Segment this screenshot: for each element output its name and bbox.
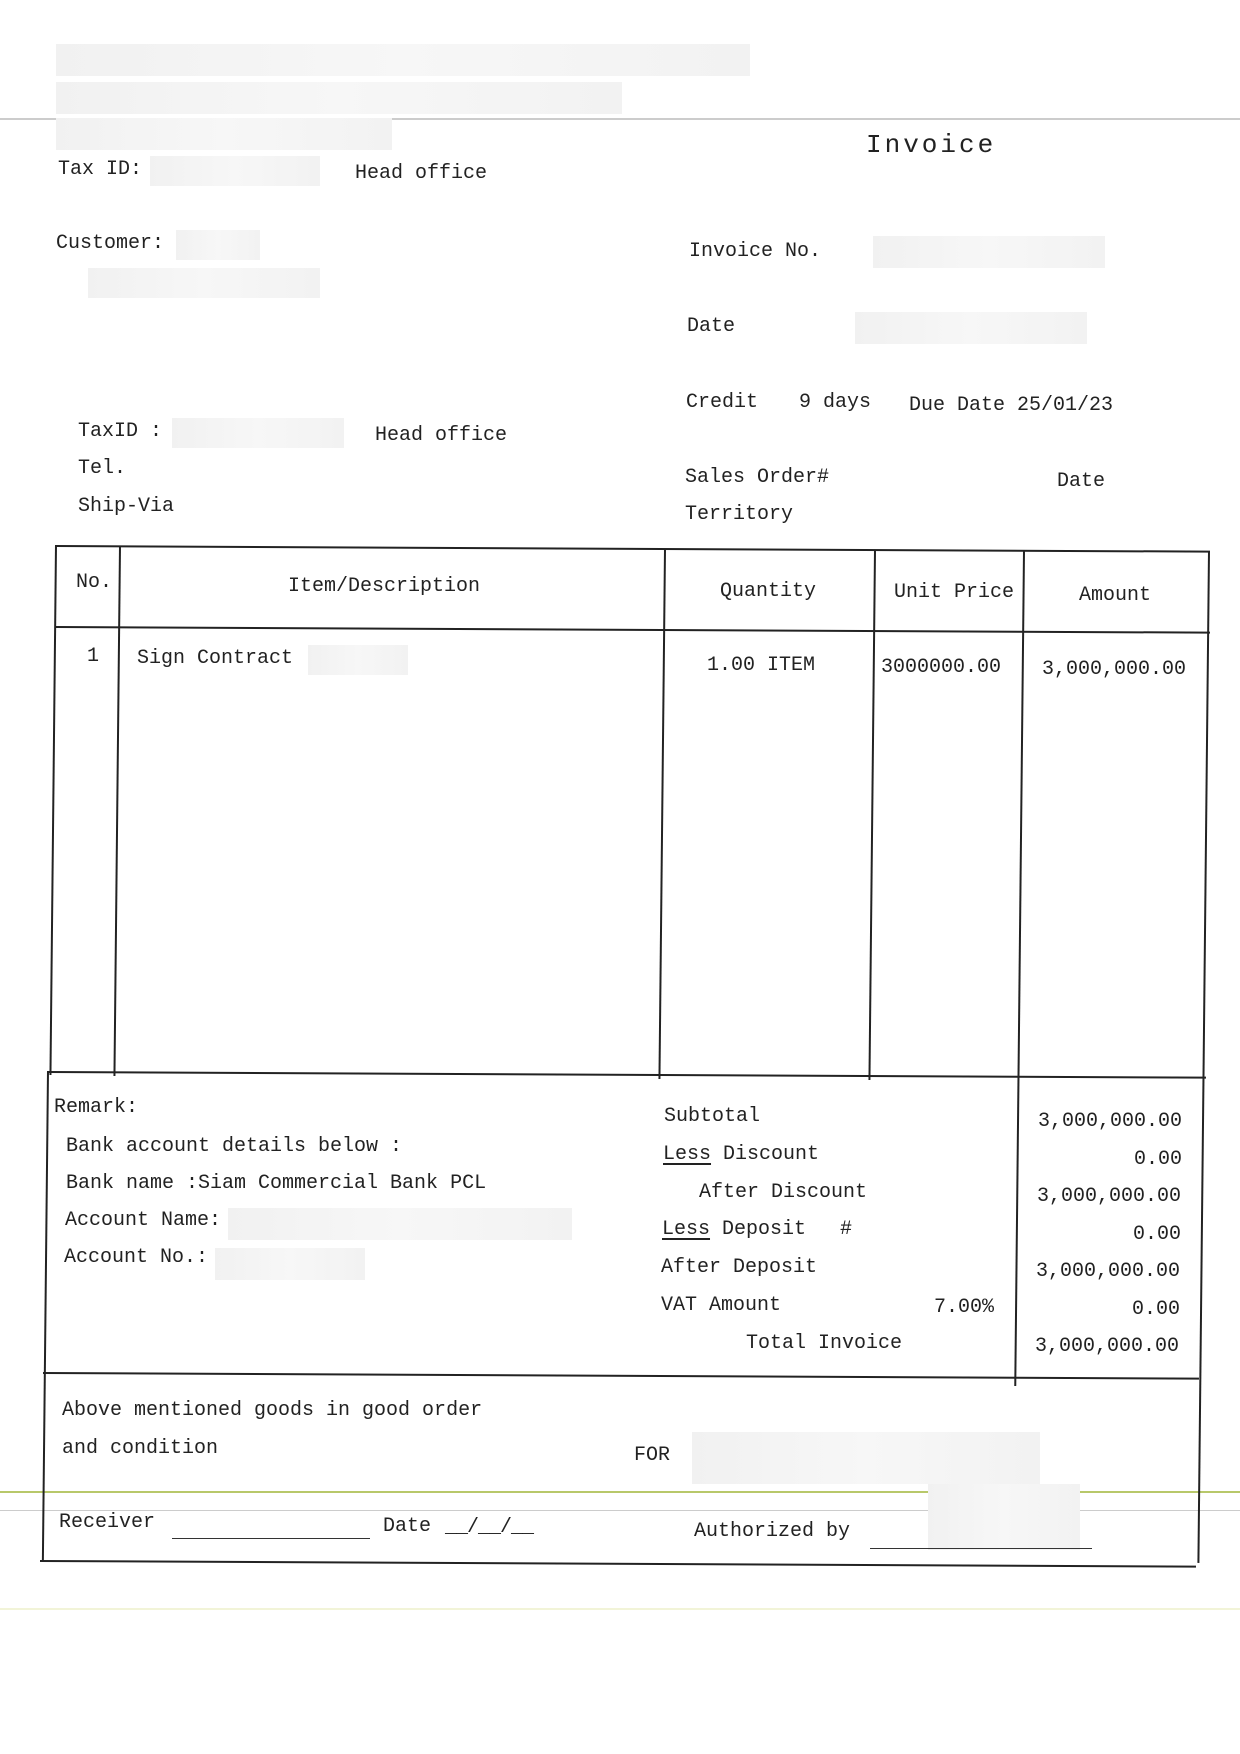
subtotal-value: 3,000,000.00: [1037, 1110, 1182, 1133]
customer-head-office: Head office: [375, 424, 508, 447]
credit-label: Credit: [686, 391, 759, 414]
document-title: Invoice: [866, 130, 997, 160]
total-invoice-label: Total Invoice: [746, 1332, 903, 1355]
redacted-customer-address: [88, 268, 320, 298]
after-deposit-label: After Deposit: [661, 1256, 818, 1279]
header-description: Item/Description: [288, 575, 481, 598]
discount-value: 0.00: [1133, 1148, 1182, 1171]
table-items-border: [48, 1071, 1206, 1079]
redacted-invoice-no: [873, 236, 1105, 268]
row-description: Sign Contract: [137, 647, 294, 670]
authorized-by-label: Authorized by: [694, 1520, 851, 1543]
subtotal-label: Subtotal: [664, 1105, 761, 1128]
remark-line: Bank account details below :: [66, 1135, 403, 1158]
redacted-company-name: [56, 44, 750, 76]
receiver-signature-line: [172, 1538, 370, 1539]
discount-label: Discount: [723, 1143, 820, 1166]
customer-label: Customer:: [56, 232, 165, 255]
redacted-customer-tax-id: [172, 418, 344, 448]
less-label: Less: [663, 1143, 712, 1166]
less-discount-label: [663, 1145, 819, 1165]
credit-value: 9 days: [799, 391, 872, 414]
redacted-customer-name: [176, 230, 260, 260]
remark-line: Account Name:: [65, 1209, 222, 1232]
deposit-value: 0.00: [1132, 1223, 1181, 1246]
ship-via-label: Ship-Via: [78, 495, 175, 518]
redacted-account-no: [215, 1248, 365, 1280]
territory-label: Territory: [685, 503, 794, 526]
tax-id-label: Tax ID:: [58, 158, 143, 181]
after-discount-label: After Discount: [699, 1181, 868, 1204]
deposit-hash: #: [840, 1218, 853, 1241]
date-label: Date: [687, 315, 736, 338]
redacted-signature: [928, 1484, 1080, 1550]
redacted-description: [308, 645, 408, 675]
tel-label: Tel.: [78, 457, 127, 480]
goods-statement: Above mentioned goods in good order: [62, 1399, 483, 1422]
header-no: No.: [76, 571, 113, 594]
table-bottom-border: [40, 1560, 1196, 1568]
sales-order-label: Sales Order#: [685, 466, 830, 489]
row-quantity: 1.00 ITEM: [707, 654, 816, 677]
due-date: Due Date 25/01/23: [909, 394, 1114, 417]
total-invoice-value: 3,000,000.00: [1034, 1335, 1179, 1358]
redacted-account-name: [228, 1208, 572, 1240]
redacted-date: [855, 312, 1087, 344]
redacted-company-address: [56, 82, 622, 114]
scan-line: [0, 1608, 1240, 1610]
head-office-label: Head office: [355, 162, 488, 185]
table-border: [42, 1071, 49, 1561]
table-border: [1197, 551, 1210, 1563]
remark-line: Bank name :Siam Commercial Bank PCL: [66, 1172, 487, 1195]
table-header-border: [56, 626, 1210, 634]
vat-label: VAT Amount: [661, 1294, 782, 1317]
deposit-label: Deposit: [722, 1218, 807, 1241]
remark-label: Remark:: [54, 1096, 139, 1119]
less-deposit-label: [662, 1220, 852, 1240]
row-amount: 3,000,000.00: [1042, 658, 1187, 681]
vat-value: 0.00: [1131, 1298, 1180, 1321]
less-label: Less: [662, 1218, 711, 1241]
after-discount-value: 3,000,000.00: [1036, 1185, 1181, 1208]
table-border: [56, 545, 1210, 553]
vat-rate: 7.00%: [934, 1296, 995, 1319]
header-quantity: Quantity: [720, 580, 817, 603]
invoice-no-label: Invoice No.: [689, 240, 822, 263]
customer-tax-id-label: TaxID :: [78, 420, 163, 443]
after-deposit-value: 3,000,000.00: [1035, 1260, 1180, 1283]
redacted-company-address: [56, 118, 392, 150]
column-divider: [1014, 551, 1025, 1386]
goods-statement: and condition: [62, 1437, 219, 1460]
header-unit-price: Unit Price: [894, 581, 1015, 604]
header-amount: Amount: [1079, 584, 1152, 607]
redacted-company-for: [692, 1432, 1040, 1484]
for-label: FOR: [634, 1444, 671, 1467]
table-border: [49, 545, 57, 1075]
sales-order-date-label: Date: [1057, 470, 1106, 493]
receiver-label: Receiver: [59, 1511, 156, 1534]
remark-line: Account No.:: [64, 1246, 209, 1269]
receiver-date-blanks: __/__/__: [445, 1516, 534, 1539]
redacted-tax-id: [150, 156, 320, 186]
row-unit-price: 3000000.00: [881, 656, 1002, 679]
receiver-date-label: Date: [383, 1515, 432, 1538]
table-summary-border: [43, 1372, 1199, 1380]
row-no: 1: [87, 645, 100, 668]
authorized-signature-line: [870, 1548, 1092, 1549]
